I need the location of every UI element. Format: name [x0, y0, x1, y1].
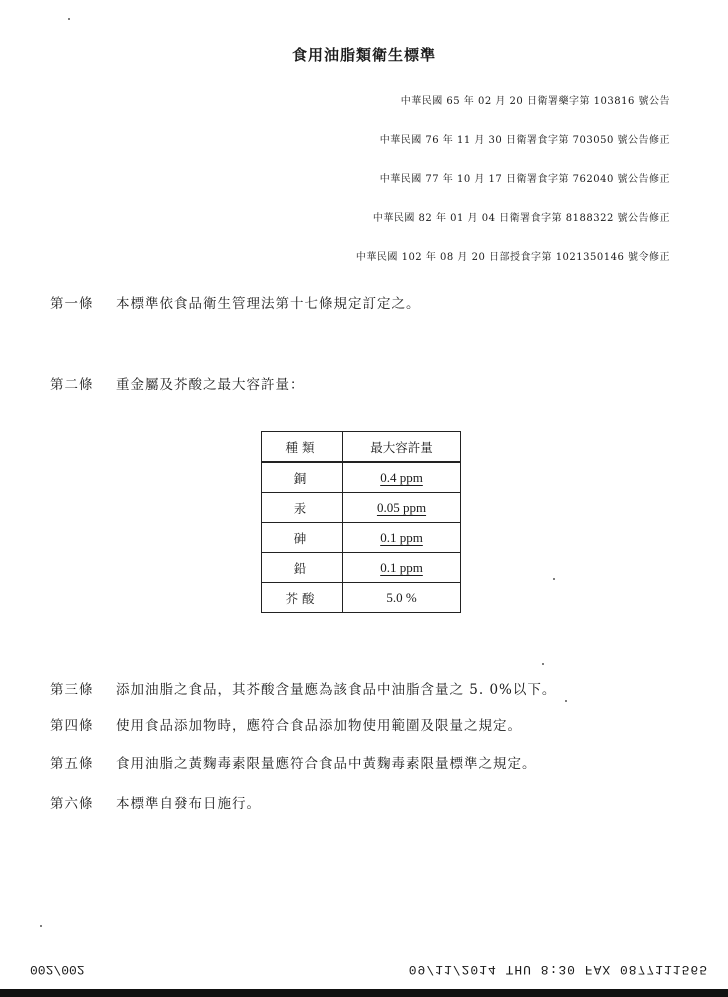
scan-speck [565, 700, 567, 702]
table-header-row [262, 432, 461, 463]
header-limit: 最大容許量 [343, 432, 461, 463]
article-text: 本標準依食品衛生管理法第十七條規定訂定之。 [116, 296, 421, 312]
limit-value: 0.1 ppm [380, 529, 423, 545]
article-text: 使用食品添加物時，應符合食品添加物使用範圍及限量之規定。 [116, 718, 522, 734]
history-line: 中華民國 82 年 01 月 04 日衛署食字第 8188322 號公告修正 [372, 213, 670, 224]
cell-limit [343, 553, 461, 583]
limit-value: 0.1 ppm [380, 559, 423, 575]
amendment-history [210, 92, 670, 287]
cell-kind: 汞 [262, 493, 343, 523]
article-number: 第二條 [50, 377, 94, 393]
article-2 [50, 373, 305, 393]
article-number: 第六條 [50, 796, 94, 812]
fax-transmission-line: 09/11/2014 THU 8:30 FAX 0877111565 [408, 962, 708, 977]
cell-limit [343, 523, 461, 553]
scan-speck [68, 18, 70, 20]
limit-value: 0.4 ppm [380, 469, 423, 485]
article-6 [50, 792, 261, 812]
scan-edge-bar [0, 989, 728, 997]
table-row [262, 523, 461, 553]
article-4 [50, 714, 522, 734]
cell-limit [343, 493, 461, 523]
article-text: 重金屬及芥酸之最大容許量： [116, 377, 305, 393]
limits-table [261, 431, 461, 613]
table-row [262, 493, 461, 523]
table-row [262, 462, 461, 493]
scan-speck [553, 578, 555, 580]
cell-kind: 銅 [262, 462, 343, 493]
cell-kind: 鉛 [262, 553, 343, 583]
history-line: 中華民國 102 年 08 月 20 日部授食字第 1021350146 號令修正 [355, 252, 670, 263]
table-row [262, 553, 461, 583]
history-line: 中華民國 76 年 11 月 30 日衛署食字第 703050 號公告修正 [379, 135, 670, 146]
cell-limit [343, 462, 461, 493]
article-number: 第三條 [50, 682, 94, 698]
limit-value: 5.0 % [386, 589, 417, 605]
article-text: 食用油脂之黃麴毒素限量應符合食品中黃麴毒素限量標準之規定。 [116, 756, 537, 772]
article-text: 添加油脂之食品，其芥酸含量應為該食品中油脂含量之 5. 0%以下。 [116, 682, 557, 698]
article-number: 第五條 [50, 756, 94, 772]
article-3 [50, 678, 556, 698]
history-line: 中華民國 77 年 10 月 17 日衛署食字第 762040 號公告修正 [379, 174, 670, 185]
article-1 [50, 292, 421, 312]
fax-header-mirrored [0, 962, 728, 982]
article-text: 本標準自發布日施行。 [116, 796, 261, 812]
scan-speck [40, 925, 42, 927]
header-kind: 種類 [262, 432, 343, 463]
article-number: 第四條 [50, 718, 94, 734]
fax-page-number: 002/002 [30, 962, 85, 977]
limit-value: 0.05 ppm [376, 499, 427, 515]
history-line: 中華民國 65 年 02 月 20 日衛署藥字第 103816 號公告 [400, 96, 670, 107]
cell-kind: 砷 [262, 523, 343, 553]
article-number: 第一條 [50, 296, 94, 312]
cell-kind: 芥酸 [262, 583, 343, 613]
article-5 [50, 752, 537, 772]
cell-limit [343, 583, 461, 613]
scan-speck [542, 663, 544, 665]
table-row [262, 583, 461, 613]
document-title: 食用油脂類衛生標準 [291, 46, 436, 64]
